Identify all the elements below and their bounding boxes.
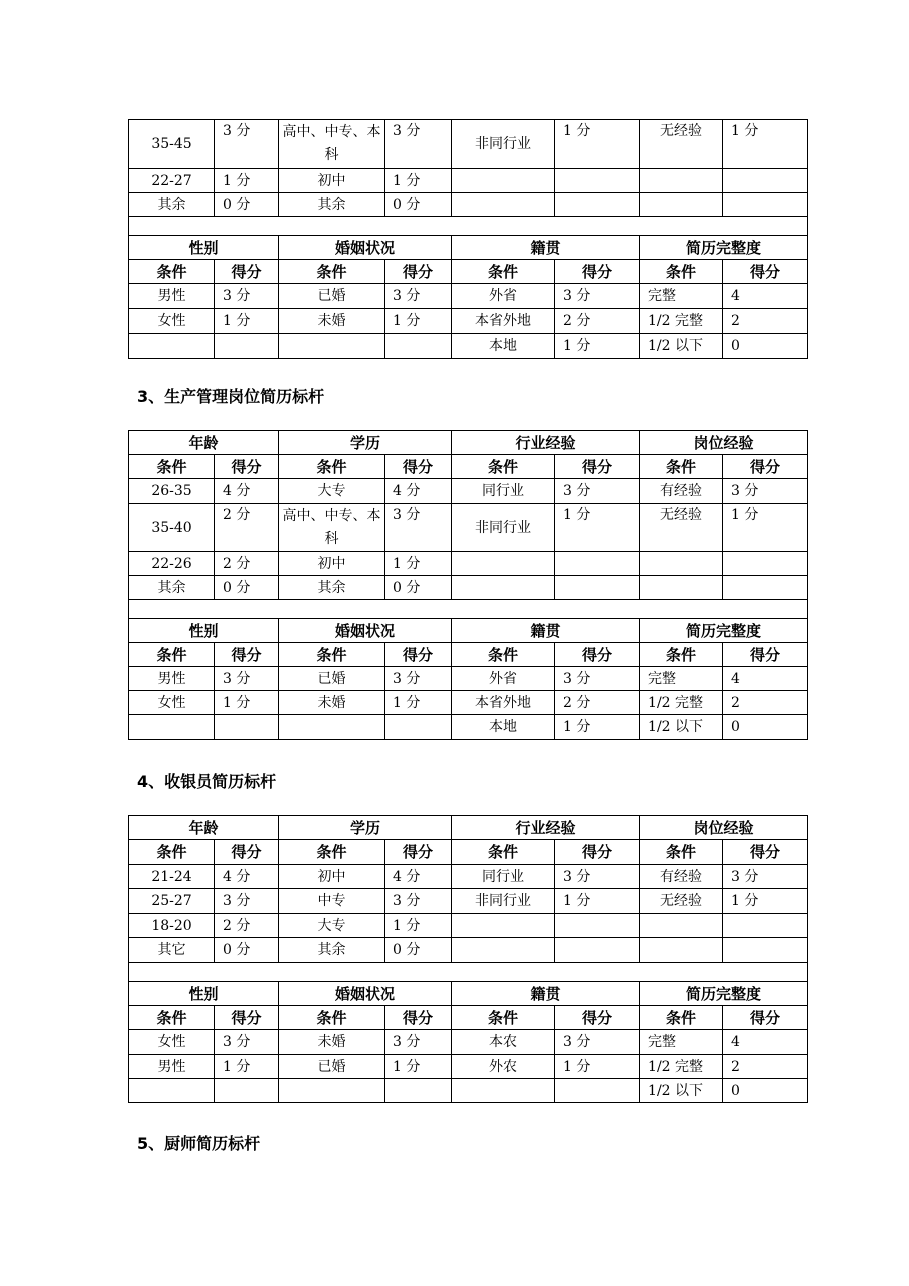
cell: 1 分	[215, 1055, 279, 1079]
cell: 外省	[452, 667, 555, 691]
table-section3	[128, 430, 808, 740]
header-condition: 条件	[279, 455, 385, 479]
cell: 其余	[129, 576, 215, 600]
table-row	[129, 1055, 808, 1079]
table-row	[129, 914, 808, 938]
cell: 1 分	[555, 889, 640, 914]
cell: 3 分	[555, 479, 640, 504]
cell: 大专	[279, 914, 385, 938]
header-condition: 条件	[129, 643, 215, 667]
cell: 未婚	[279, 309, 385, 334]
cell	[555, 914, 640, 938]
header-score: 得分	[723, 1006, 808, 1030]
cell: 男性	[129, 667, 215, 691]
cell: 0 分	[385, 938, 452, 963]
cell: 完整	[640, 284, 723, 309]
cell	[640, 169, 723, 193]
table-row	[129, 193, 808, 217]
spacer-cell	[129, 963, 808, 982]
table-row	[129, 715, 808, 740]
cell: 0 分	[385, 576, 452, 600]
cell: 0 分	[215, 576, 279, 600]
cell: 初中	[279, 865, 385, 889]
cell: 4 分	[385, 865, 452, 889]
cell: 同行业	[452, 479, 555, 504]
header-condition: 条件	[640, 260, 723, 284]
spacer-row	[129, 600, 808, 619]
cell: 高中、中专、本科	[279, 120, 385, 169]
header-industry-exp: 行业经验	[452, 816, 640, 840]
cell: 非同行业	[452, 889, 555, 914]
table-row	[129, 938, 808, 963]
header-score: 得分	[215, 260, 279, 284]
cell: 4	[723, 1030, 808, 1055]
header-industry-exp: 行业经验	[452, 431, 640, 455]
header-origin: 籍贯	[452, 236, 640, 260]
cell	[555, 938, 640, 963]
header-condition: 条件	[279, 1006, 385, 1030]
header-education: 学历	[279, 431, 452, 455]
cell: 未婚	[279, 1030, 385, 1055]
cell	[640, 576, 723, 600]
table-row	[129, 504, 808, 552]
header-score: 得分	[555, 840, 640, 865]
table-row	[129, 120, 808, 169]
header-condition: 条件	[129, 455, 215, 479]
cell: 1 分	[215, 309, 279, 334]
table-row	[129, 334, 808, 359]
cell: 2 分	[555, 309, 640, 334]
header-condition: 条件	[640, 840, 723, 865]
cell	[640, 193, 723, 217]
spacer-row	[129, 217, 808, 236]
cell: 1/2 完整	[640, 1055, 723, 1079]
header-condition: 条件	[452, 260, 555, 284]
cell	[452, 169, 555, 193]
header-completeness: 简历完整度	[640, 982, 808, 1006]
cell	[723, 552, 808, 576]
cell: 有经验	[640, 479, 723, 504]
table-row	[129, 865, 808, 889]
sub-header-row	[129, 455, 808, 479]
cell: 3 分	[215, 120, 279, 169]
cell: 有经验	[640, 865, 723, 889]
cell	[723, 938, 808, 963]
cell: 已婚	[279, 284, 385, 309]
cell: 女性	[129, 309, 215, 334]
cell: 其余	[279, 576, 385, 600]
header-post-exp: 岗位经验	[640, 816, 808, 840]
spacer-row	[129, 963, 808, 982]
cell: 1 分	[385, 914, 452, 938]
cell	[452, 193, 555, 217]
cell: 其它	[129, 938, 215, 963]
header-condition: 条件	[640, 643, 723, 667]
header-score: 得分	[215, 455, 279, 479]
header-condition: 条件	[129, 260, 215, 284]
cell	[279, 1079, 385, 1103]
section-title: 3、生产管理岗位简历标杆	[137, 387, 325, 406]
cell	[640, 552, 723, 576]
cell: 1 分	[555, 1055, 640, 1079]
header-origin: 籍贯	[452, 619, 640, 643]
cell	[640, 914, 723, 938]
cell: 其余	[129, 193, 215, 217]
header-score: 得分	[385, 840, 452, 865]
cell	[555, 552, 640, 576]
header-completeness: 简历完整度	[640, 619, 808, 643]
cell: 2 分	[215, 552, 279, 576]
table-row	[129, 479, 808, 504]
cell: 2	[723, 691, 808, 715]
cell: 4	[723, 667, 808, 691]
cell: 1 分	[385, 691, 452, 715]
cell: 4 分	[215, 865, 279, 889]
header-score: 得分	[385, 643, 452, 667]
cell	[215, 334, 279, 359]
cell: 1/2 完整	[640, 691, 723, 715]
cell	[385, 334, 452, 359]
cell: 0	[723, 715, 808, 740]
cell: 非同行业	[452, 120, 555, 169]
group-header-row	[129, 816, 808, 840]
header-score: 得分	[385, 455, 452, 479]
cell	[452, 938, 555, 963]
header-condition: 条件	[279, 840, 385, 865]
cell: 本地	[452, 334, 555, 359]
sub-header-row	[129, 840, 808, 865]
header-age: 年龄	[129, 431, 279, 455]
cell	[723, 193, 808, 217]
cell	[452, 552, 555, 576]
cell: 1 分	[723, 504, 808, 552]
group-header-row	[129, 431, 808, 455]
cell: 无经验	[640, 889, 723, 914]
sub-header-row	[129, 643, 808, 667]
cell: 3 分	[385, 889, 452, 914]
cell	[385, 715, 452, 740]
cell: 35-45	[129, 120, 215, 169]
cell: 女性	[129, 1030, 215, 1055]
cell: 1/2 以下	[640, 715, 723, 740]
cell: 无经验	[640, 120, 723, 169]
cell: 1 分	[385, 309, 452, 334]
table-row	[129, 1030, 808, 1055]
cell: 3 分	[215, 667, 279, 691]
cell: 1 分	[723, 889, 808, 914]
cell: 初中	[279, 552, 385, 576]
cell: 非同行业	[452, 504, 555, 552]
section-title: 5、厨师简历标杆	[137, 1134, 261, 1153]
header-age: 年龄	[129, 816, 279, 840]
header-condition: 条件	[640, 1006, 723, 1030]
header-score: 得分	[215, 1006, 279, 1030]
cell: 未婚	[279, 691, 385, 715]
header-score: 得分	[555, 260, 640, 284]
cell: 1/2 以下	[640, 334, 723, 359]
cell	[129, 715, 215, 740]
cell: 3 分	[555, 667, 640, 691]
cell: 0 分	[215, 193, 279, 217]
cell	[723, 169, 808, 193]
table-row	[129, 667, 808, 691]
header-gender: 性别	[129, 982, 279, 1006]
cell: 本省外地	[452, 309, 555, 334]
table-row	[129, 169, 808, 193]
cell	[555, 169, 640, 193]
header-condition: 条件	[452, 840, 555, 865]
cell: 1 分	[723, 120, 808, 169]
cell: 21-24	[129, 865, 215, 889]
cell: 3 分	[385, 284, 452, 309]
cell: 3 分	[555, 1030, 640, 1055]
header-education: 学历	[279, 816, 452, 840]
cell: 大专	[279, 479, 385, 504]
spacer-cell	[129, 217, 808, 236]
cell	[452, 914, 555, 938]
cell: 4 分	[215, 479, 279, 504]
header-marital: 婚姻状况	[279, 982, 452, 1006]
header-score: 得分	[555, 1006, 640, 1030]
cell: 初中	[279, 169, 385, 193]
table-row	[129, 309, 808, 334]
cell: 3 分	[385, 667, 452, 691]
cell: 已婚	[279, 667, 385, 691]
header-score: 得分	[555, 455, 640, 479]
cell: 3 分	[385, 1030, 452, 1055]
cell: 女性	[129, 691, 215, 715]
header-score: 得分	[385, 260, 452, 284]
cell: 1 分	[385, 552, 452, 576]
cell: 4	[723, 284, 808, 309]
header-score: 得分	[385, 1006, 452, 1030]
header-gender: 性别	[129, 236, 279, 260]
cell	[555, 576, 640, 600]
cell	[385, 1079, 452, 1103]
cell: 1 分	[385, 169, 452, 193]
cell: 1 分	[555, 715, 640, 740]
group-header-row	[129, 236, 808, 260]
cell: 0	[723, 334, 808, 359]
section-title: 4、收银员简历标杆	[137, 772, 277, 791]
cell: 2 分	[555, 691, 640, 715]
cell: 本地	[452, 715, 555, 740]
sub-header-row	[129, 1006, 808, 1030]
cell: 2 分	[215, 504, 279, 552]
header-score: 得分	[723, 840, 808, 865]
cell	[215, 715, 279, 740]
cell: 26-35	[129, 479, 215, 504]
table-row	[129, 691, 808, 715]
table-row	[129, 576, 808, 600]
header-score: 得分	[215, 840, 279, 865]
cell: 0 分	[385, 193, 452, 217]
cell	[129, 334, 215, 359]
cell: 3 分	[723, 479, 808, 504]
cell: 3 分	[215, 1030, 279, 1055]
header-condition: 条件	[640, 455, 723, 479]
table-row	[129, 889, 808, 914]
group-header-row	[129, 982, 808, 1006]
cell: 本农	[452, 1030, 555, 1055]
header-score: 得分	[723, 643, 808, 667]
header-marital: 婚姻状况	[279, 619, 452, 643]
sub-header-row	[129, 260, 808, 284]
cell: 3 分	[555, 865, 640, 889]
header-condition: 条件	[279, 643, 385, 667]
table-section4	[128, 815, 808, 1103]
cell: 3 分	[215, 889, 279, 914]
cell: 2 分	[215, 914, 279, 938]
cell	[640, 938, 723, 963]
cell: 2	[723, 1055, 808, 1079]
cell: 高中、中专、本科	[279, 504, 385, 552]
cell: 3 分	[385, 504, 452, 552]
header-score: 得分	[723, 260, 808, 284]
cell	[279, 715, 385, 740]
cell: 完整	[640, 667, 723, 691]
header-condition: 条件	[129, 840, 215, 865]
cell: 22-27	[129, 169, 215, 193]
cell: 3 分	[215, 284, 279, 309]
cell: 1 分	[555, 334, 640, 359]
cell: 3 分	[385, 120, 452, 169]
header-score: 得分	[555, 643, 640, 667]
cell: 18-20	[129, 914, 215, 938]
cell: 本省外地	[452, 691, 555, 715]
cell: 男性	[129, 1055, 215, 1079]
cell: 22-26	[129, 552, 215, 576]
header-origin: 籍贯	[452, 982, 640, 1006]
cell: 1 分	[555, 504, 640, 552]
header-gender: 性别	[129, 619, 279, 643]
cell: 2	[723, 309, 808, 334]
cell: 已婚	[279, 1055, 385, 1079]
table-row	[129, 284, 808, 309]
cell	[555, 1079, 640, 1103]
cell: 1 分	[555, 120, 640, 169]
cell	[279, 334, 385, 359]
header-score: 得分	[215, 643, 279, 667]
header-score: 得分	[723, 455, 808, 479]
table-row	[129, 552, 808, 576]
cell: 无经验	[640, 504, 723, 552]
cell: 同行业	[452, 865, 555, 889]
cell: 其余	[279, 938, 385, 963]
header-post-exp: 岗位经验	[640, 431, 808, 455]
header-completeness: 简历完整度	[640, 236, 808, 260]
cell: 1/2 完整	[640, 309, 723, 334]
cell: 4 分	[385, 479, 452, 504]
cell: 0	[723, 1079, 808, 1103]
cell: 男性	[129, 284, 215, 309]
cell: 1 分	[215, 691, 279, 715]
header-condition: 条件	[452, 643, 555, 667]
cell: 1/2 以下	[640, 1079, 723, 1103]
cell: 完整	[640, 1030, 723, 1055]
cell: 外省	[452, 284, 555, 309]
cell	[723, 576, 808, 600]
table-row	[129, 1079, 808, 1103]
header-condition: 条件	[129, 1006, 215, 1030]
cell	[555, 193, 640, 217]
cell: 中专	[279, 889, 385, 914]
cell	[723, 914, 808, 938]
cell: 外农	[452, 1055, 555, 1079]
group-header-row	[129, 619, 808, 643]
header-condition: 条件	[452, 1006, 555, 1030]
cell: 1 分	[385, 1055, 452, 1079]
spacer-cell	[129, 600, 808, 619]
header-condition: 条件	[279, 260, 385, 284]
cell: 其余	[279, 193, 385, 217]
cell: 3 分	[555, 284, 640, 309]
cell	[452, 1079, 555, 1103]
cell: 25-27	[129, 889, 215, 914]
cell	[129, 1079, 215, 1103]
cell	[215, 1079, 279, 1103]
cell: 1 分	[215, 169, 279, 193]
cell: 0 分	[215, 938, 279, 963]
cell: 35-40	[129, 504, 215, 552]
cell: 3 分	[723, 865, 808, 889]
cell	[452, 576, 555, 600]
header-marital: 婚姻状况	[279, 236, 452, 260]
header-condition: 条件	[452, 455, 555, 479]
table-section2-continued	[128, 119, 808, 359]
